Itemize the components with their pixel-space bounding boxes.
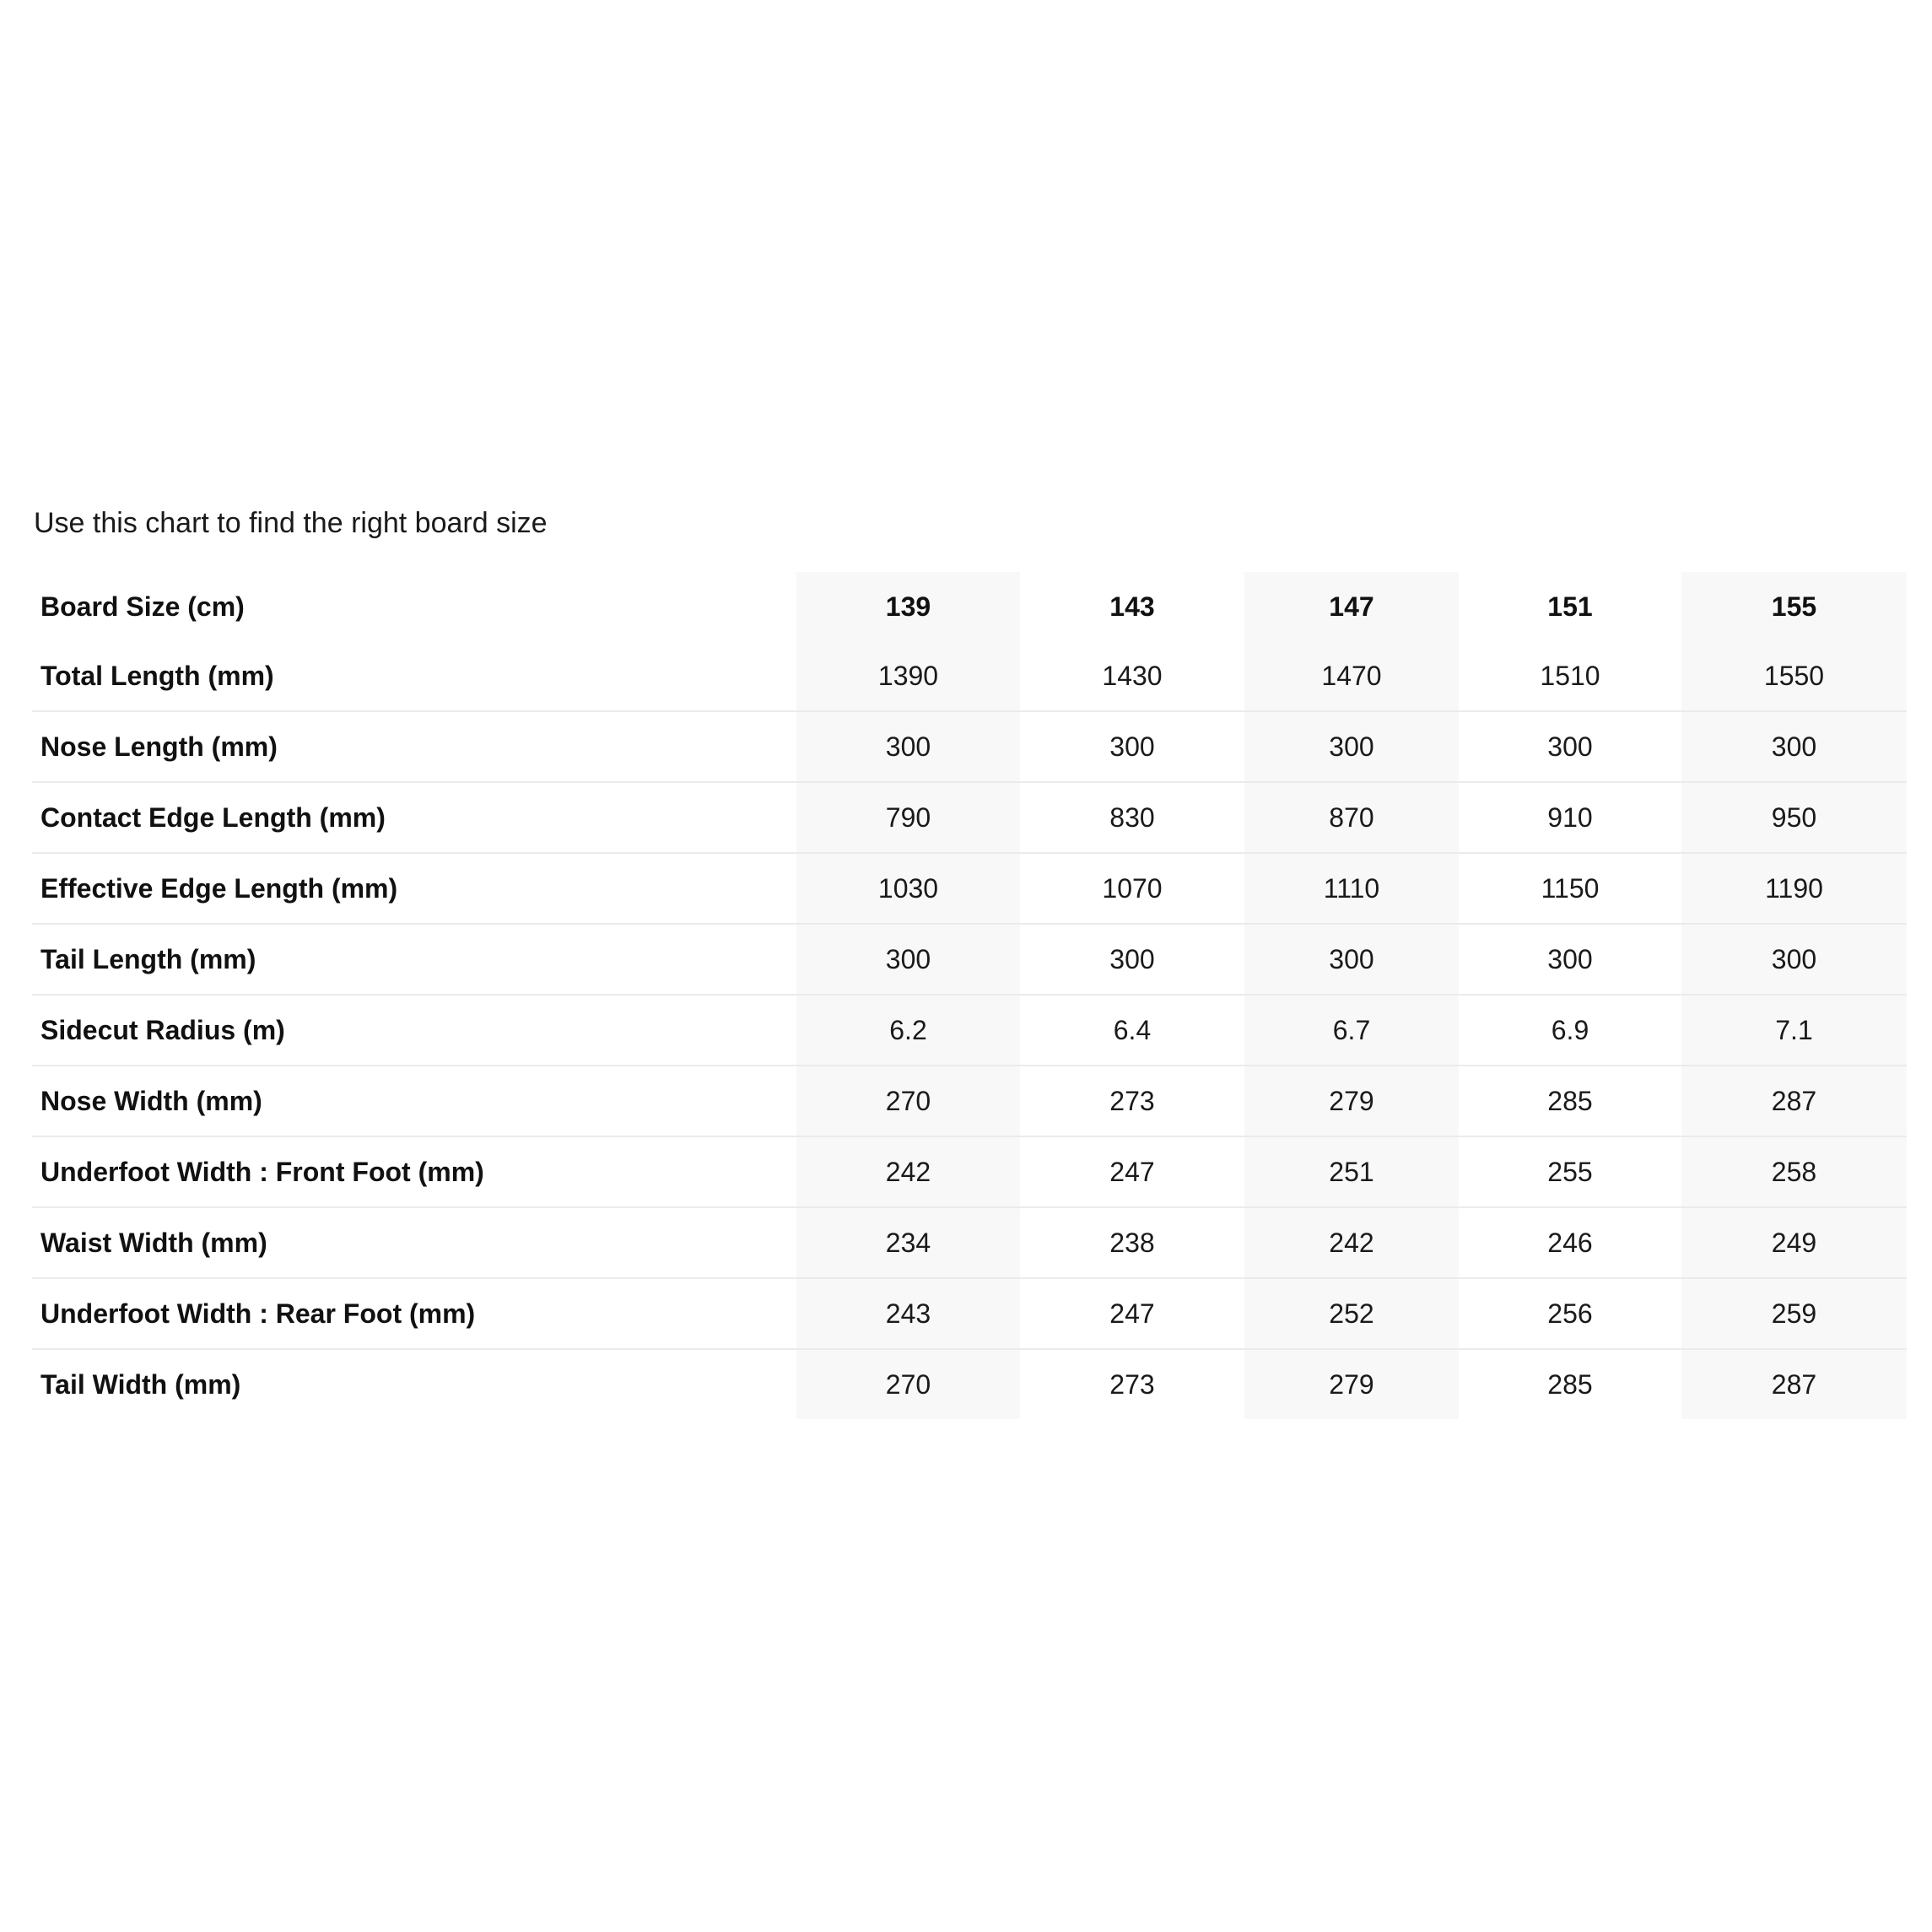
table-cell: 247 bbox=[1109, 1298, 1155, 1329]
table-cell: 1550 bbox=[1681, 641, 1907, 711]
table-cell: 246 bbox=[1547, 1227, 1593, 1258]
table-cell: 1390 bbox=[796, 641, 1020, 711]
row-label: Tail Length (mm) bbox=[40, 943, 256, 974]
table-row bbox=[32, 924, 1907, 995]
table-cell: 300 bbox=[1547, 943, 1593, 974]
row-label: Nose Length (mm) bbox=[40, 731, 278, 762]
table-cell: 300 bbox=[796, 711, 1020, 782]
table-row bbox=[32, 1207, 1907, 1278]
table-row bbox=[32, 641, 1907, 711]
table-row bbox=[32, 1278, 1907, 1349]
table-cell: 300 bbox=[1244, 924, 1459, 995]
table-cell: 7.1 bbox=[1681, 995, 1907, 1066]
table-cell: 285 bbox=[1547, 1085, 1593, 1116]
table-row bbox=[32, 782, 1907, 853]
table-cell: 238 bbox=[1109, 1227, 1155, 1258]
table-cell: 242 bbox=[796, 1136, 1020, 1207]
table-cell: 300 bbox=[1681, 924, 1907, 995]
row-label: Underfoot Width : Front Foot (mm) bbox=[40, 1156, 484, 1187]
table-cell: 285 bbox=[1547, 1368, 1593, 1400]
table-cell: 234 bbox=[796, 1207, 1020, 1278]
size-header-139: 139 bbox=[796, 572, 1020, 641]
table-cell: 255 bbox=[1547, 1156, 1593, 1187]
chart-intro-text: Use this chart to find the right board size bbox=[34, 507, 548, 539]
size-header-151: 151 bbox=[1547, 591, 1593, 622]
table-cell: 6.9 bbox=[1551, 1014, 1589, 1045]
table-cell: 1030 bbox=[796, 853, 1020, 924]
table-cell: 950 bbox=[1681, 782, 1907, 853]
row-label: Effective Edge Length (mm) bbox=[40, 872, 398, 904]
table-cell: 300 bbox=[1547, 731, 1593, 762]
table-cell: 910 bbox=[1547, 801, 1593, 833]
table-cell: 300 bbox=[1681, 711, 1907, 782]
row-label: Nose Width (mm) bbox=[40, 1085, 262, 1116]
table-cell: 259 bbox=[1681, 1278, 1907, 1349]
row-label: Total Length (mm) bbox=[40, 660, 274, 691]
table-cell: 252 bbox=[1244, 1278, 1459, 1349]
table-cell: 830 bbox=[1109, 801, 1155, 833]
header-row-label: Board Size (cm) bbox=[40, 591, 245, 622]
table-cell: 1110 bbox=[1244, 853, 1459, 924]
table-cell: 870 bbox=[1244, 782, 1459, 853]
table-cell: 1510 bbox=[1540, 660, 1600, 691]
table-header-row bbox=[32, 572, 1907, 641]
table-cell: 1470 bbox=[1244, 641, 1459, 711]
table-cell: 256 bbox=[1547, 1298, 1593, 1329]
table-row bbox=[32, 995, 1907, 1066]
table-cell: 6.4 bbox=[1113, 1014, 1152, 1045]
table-cell: 258 bbox=[1681, 1136, 1907, 1207]
row-label: Sidecut Radius (m) bbox=[40, 1014, 285, 1045]
table-cell: 287 bbox=[1681, 1066, 1907, 1136]
board-size-table bbox=[32, 572, 1907, 1419]
table-row bbox=[32, 1349, 1907, 1419]
table-cell: 270 bbox=[796, 1349, 1020, 1419]
table-cell: 279 bbox=[1244, 1066, 1459, 1136]
table-row bbox=[32, 711, 1907, 782]
table-cell: 279 bbox=[1244, 1349, 1459, 1419]
table-row bbox=[32, 1066, 1907, 1136]
size-header-143: 143 bbox=[1109, 591, 1155, 622]
table-cell: 287 bbox=[1681, 1349, 1907, 1419]
table-cell: 300 bbox=[796, 924, 1020, 995]
table-cell: 273 bbox=[1109, 1085, 1155, 1116]
table-cell: 300 bbox=[1244, 711, 1459, 782]
table-cell: 6.2 bbox=[796, 995, 1020, 1066]
row-label: Waist Width (mm) bbox=[40, 1227, 267, 1258]
row-label: Tail Width (mm) bbox=[40, 1368, 241, 1400]
size-header-155: 155 bbox=[1681, 572, 1907, 641]
table-cell: 1070 bbox=[1102, 872, 1163, 904]
table-row bbox=[32, 853, 1907, 924]
row-label: Contact Edge Length (mm) bbox=[40, 801, 386, 833]
table-cell: 790 bbox=[796, 782, 1020, 853]
table-cell: 6.7 bbox=[1244, 995, 1459, 1066]
table-cell: 273 bbox=[1109, 1368, 1155, 1400]
table-cell: 300 bbox=[1109, 943, 1155, 974]
table-cell: 243 bbox=[796, 1278, 1020, 1349]
table-cell: 247 bbox=[1109, 1156, 1155, 1187]
table-cell: 242 bbox=[1244, 1207, 1459, 1278]
table-cell: 1150 bbox=[1541, 872, 1600, 904]
table-cell: 270 bbox=[796, 1066, 1020, 1136]
table-cell: 300 bbox=[1109, 731, 1155, 762]
row-label: Underfoot Width : Rear Foot (mm) bbox=[40, 1298, 476, 1329]
table-cell: 1190 bbox=[1681, 853, 1907, 924]
table-cell: 1430 bbox=[1102, 660, 1163, 691]
table-cell: 249 bbox=[1681, 1207, 1907, 1278]
table-row bbox=[32, 1136, 1907, 1207]
size-header-147: 147 bbox=[1244, 572, 1459, 641]
table-cell: 251 bbox=[1244, 1136, 1459, 1207]
